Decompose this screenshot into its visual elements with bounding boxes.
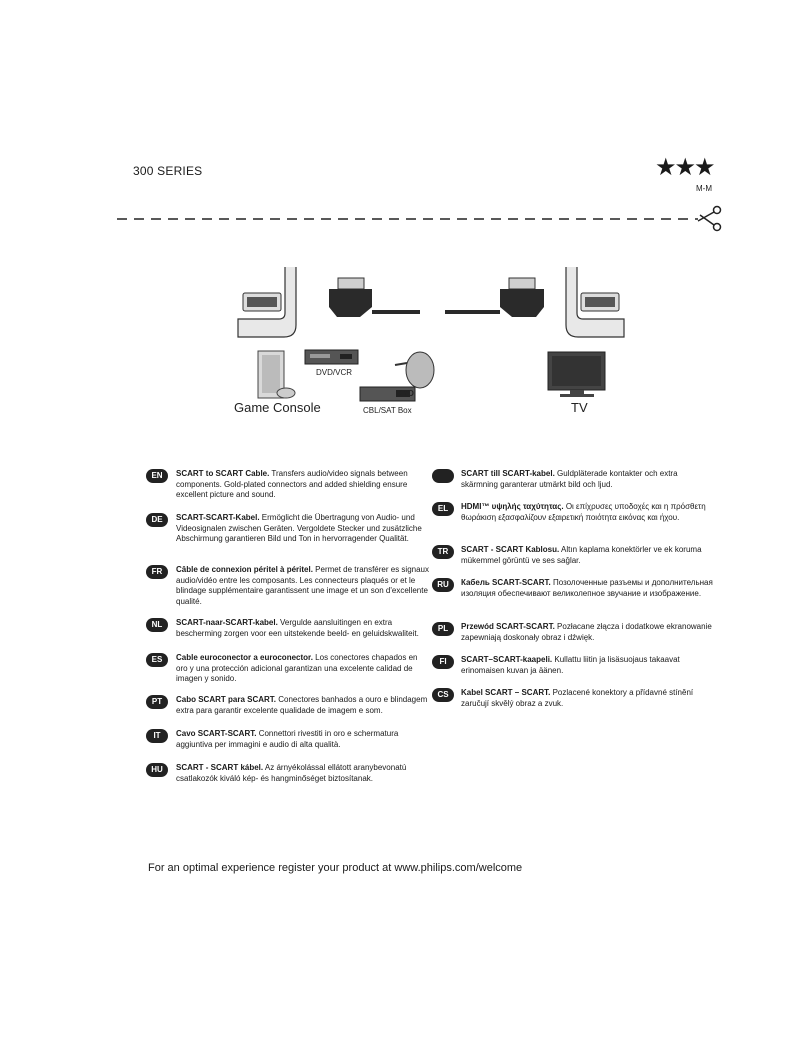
lang-entry-cs xyxy=(461,688,716,709)
lang-entry-sv xyxy=(461,469,716,490)
entry-title: SCART - SCART kábel. xyxy=(176,763,264,772)
lang-badge-el: EL xyxy=(432,502,454,516)
tv-illustration xyxy=(548,352,605,397)
cut-line xyxy=(0,205,802,235)
lang-badge-ru: RU xyxy=(432,578,454,592)
entry-title: SCART till SCART-kabel. xyxy=(461,469,555,478)
entry-text: Altın kaplama konektörler ve ek koruma mükemmel görüntü ve ses sağlar. xyxy=(461,545,702,565)
dvd-vcr-label: DVD/VCR xyxy=(316,368,353,377)
entry-text: Ermöglicht die Übertragung von Audio- und Videosignalen zwischen Geräten. Vergoldete Stecker und zusätzliche Abschirmung garantieren Bild und Ton in hervorragender Qualität. xyxy=(176,513,422,543)
lang-badge-fi: FI xyxy=(432,655,454,669)
entry-title: SCART to SCART Cable. xyxy=(176,469,270,478)
rating-stars: ★★★ xyxy=(655,154,714,181)
entry-text: Vergulde aansluitingen en extra bescherming zorgen voor een uitstekende beeld- en geluidskwaliteit. xyxy=(176,618,419,638)
entry-text: Οι επίχρυσες υποδοχές και η πρόσθετη θωράκιση εξασφαλίζουν εξαιρετική ποιότητα εικόνας και ήχου. xyxy=(461,502,706,522)
dvd-vcr-illustration xyxy=(305,350,358,364)
entry-title: Câble de connexion péritel à péritel. xyxy=(176,565,313,574)
entry-title: Cavo SCART-SCART. xyxy=(176,729,257,738)
entry-title: Кабель SCART-SCART. xyxy=(461,578,551,587)
lang-entry-fr xyxy=(176,565,431,607)
entry-title: SCART-naar-SCART-kabel. xyxy=(176,618,278,627)
entry-text: Connettori rivestiti in oro e schermatura aggiuntiva per immagini e audio di alta qualità. xyxy=(176,729,399,749)
rating-code: M-M xyxy=(696,184,712,193)
lang-entry-pl xyxy=(461,622,716,643)
entry-text: Conectores banhados a ouro e blindagem extra para garantir excelente qualidade de imagem e som. xyxy=(176,695,428,715)
lang-entry-hu xyxy=(176,763,431,784)
entry-text: Позолоченные разъемы и дополнительная изоляция обеспечивают великолепное звучание и изображение. xyxy=(461,578,713,598)
lang-badge-pt: PT xyxy=(146,695,168,709)
lang-entry-es xyxy=(176,653,431,685)
lang-badge-en: EN xyxy=(146,469,168,483)
entry-text: Transfers audio/video signals between components. Gold-plated connectors and added shielding ensure excellent picture and sound. xyxy=(176,469,408,499)
game-console-label: Game Console xyxy=(234,400,321,415)
connection-diagram xyxy=(0,255,802,425)
right-panel xyxy=(566,267,624,337)
scart-plug-right xyxy=(445,278,544,317)
entry-text: Permet de transférer es signaux audio/vidéo entre les composants. Les connecteurs plaqués or et le blindage supplémentaire garantissent une image et un son d'excellente qualité. xyxy=(176,565,430,606)
lang-entry-ru xyxy=(461,578,716,599)
lang-badge-it: IT xyxy=(146,729,168,743)
lang-entry-en xyxy=(176,469,431,501)
lang-entry-de xyxy=(176,513,431,545)
lang-badge-hu: HU xyxy=(146,763,168,777)
left-panel xyxy=(238,267,296,337)
lang-entry-tr xyxy=(461,545,716,566)
entry-text: Kullattu liitin ja lisäsuojaus takaavat erinomaisen kuvan ja äänen. xyxy=(461,655,680,675)
lang-badge-pl: PL xyxy=(432,622,454,636)
lang-badge-es: ES xyxy=(146,653,168,667)
entry-title: SCART-SCART-Kabel. xyxy=(176,513,260,522)
entry-text: Los conectores chapados en oro y una protección adicional garantizan una excelente calidad de imagen y sonido. xyxy=(176,653,418,683)
dvd-logo: DVD xyxy=(397,389,414,398)
entry-title: HDMI™ υψηλής ταχύτητας. xyxy=(461,502,564,511)
cbl-sat-label: CBL/SAT Box xyxy=(363,406,412,415)
lang-badge-tr: TR xyxy=(432,545,454,559)
lang-badge-sv xyxy=(432,469,454,483)
entry-title: SCART - SCART Kablosu. xyxy=(461,545,560,554)
lang-badge-cs: CS xyxy=(432,688,454,702)
entry-text: Guldpläterade kontakter och extra skärmning garanterar utmärkt bild och ljud. xyxy=(461,469,678,489)
series-title: 300 SERIES xyxy=(133,164,203,178)
tv-label: TV xyxy=(571,400,588,415)
scissors-icon xyxy=(698,207,721,231)
lang-entry-nl xyxy=(176,618,431,639)
lang-badge-fr: FR xyxy=(146,565,168,579)
lang-entry-el xyxy=(461,502,716,523)
entry-title: SCART–SCART-kaapeli. xyxy=(461,655,553,664)
lang-entry-pt xyxy=(176,695,431,716)
entry-title: Cable euroconector a euroconector. xyxy=(176,653,313,662)
lang-badge-nl: NL xyxy=(146,618,168,632)
entry-title: Cabo SCART para SCART. xyxy=(176,695,277,704)
lang-badge-de: DE xyxy=(146,513,168,527)
lang-entry-it xyxy=(176,729,431,750)
entry-text: Az árnyékolással ellátott aranybevonatú csatlakozók kiváló kép- és hangminőséget biztosítanak. xyxy=(176,763,407,783)
entry-title: Przewód SCART-SCART. xyxy=(461,622,555,631)
lang-entry-fi xyxy=(461,655,716,676)
entry-text: Pozłacane złącza i dodatkowe ekranowanie zapewniają doskonały obraz i dźwięk. xyxy=(461,622,712,642)
satellite-dish-illustration xyxy=(395,352,434,388)
scart-plug-left xyxy=(329,278,420,317)
entry-title: Kabel SCART – SCART. xyxy=(461,688,551,697)
entry-text: Pozlacené konektory a přídavné stínění zaručují skvělý obraz a zvuk. xyxy=(461,688,694,708)
register-footer: For an optimal experience register your product at www.philips.com/welcome xyxy=(148,862,523,874)
game-console-illustration xyxy=(258,351,295,398)
